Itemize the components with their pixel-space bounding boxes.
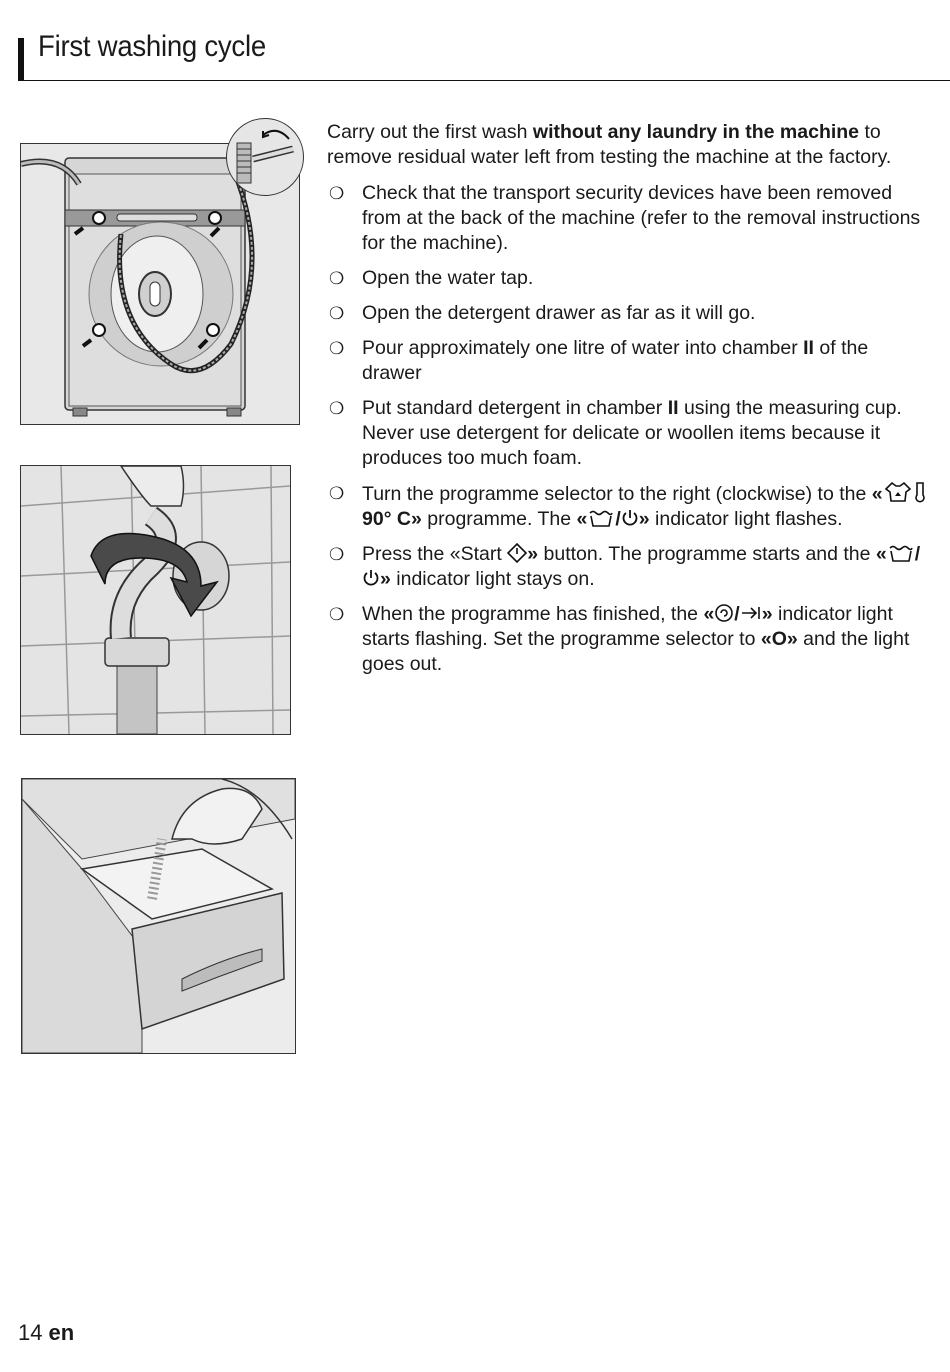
page-footer <box>18 1320 74 1346</box>
power-icon <box>621 508 639 528</box>
intro-paragraph: Carry out the first wash without any laundry in the machine to remove residual water left from testing the machine at the factory. <box>327 121 892 168</box>
water-tap-illustration <box>20 465 291 735</box>
bullet-icon: ❍ <box>329 484 345 503</box>
zoom-detail-wrench <box>226 118 304 196</box>
page-number: 14 <box>18 1320 43 1345</box>
list-item: ❍ When the programme has finished, the « / » indicator light starts flashing. Set the programme selector to «O» and the light goes out. <box>329 603 910 675</box>
list-item: ❍ Press the «Start » button. The programme starts and the « /» indicator light stays on. <box>329 543 921 590</box>
cotton-programme-icon <box>883 481 913 503</box>
bullet-icon: ❍ <box>329 339 345 358</box>
water-tap-icon <box>21 466 290 734</box>
list-item: ❍ Pour approximately one litre of water into chamber II of the drawer <box>329 337 869 384</box>
end-icon <box>740 603 762 623</box>
steps-list <box>327 181 930 677</box>
detergent-drawer-illustration <box>21 778 296 1054</box>
title-accent-bar <box>18 38 24 80</box>
title-divider <box>18 80 950 81</box>
temperature-icon <box>913 481 927 503</box>
language-code: en <box>48 1320 75 1345</box>
start-icon <box>507 543 527 563</box>
bullet-icon: ❍ <box>329 545 345 564</box>
bullet-icon: ❍ <box>329 184 345 203</box>
list-item: ❍ Put standard detergent in chamber II using the measuring cup. Never use detergent for delicate or woollen items because it produces too much foam. <box>329 397 902 469</box>
bullet-icon: ❍ <box>329 304 345 323</box>
spin-icon <box>714 603 734 623</box>
power-icon <box>362 568 380 588</box>
bullet-icon: ❍ <box>329 269 345 288</box>
bullet-icon: ❍ <box>329 605 345 624</box>
list-item: ❍ Open the detergent drawer as far as it will go. <box>329 302 756 324</box>
list-item: ❍ Check that the transport security devices have been removed from at the back of the machine (refer to the removal instructions for the machine). <box>329 182 921 254</box>
wash-power-icon <box>587 508 615 528</box>
wash-power-icon <box>887 543 915 563</box>
list-item: ❍ Turn the programme selector to the right (clockwise) to the « 90° C» programme. The « / » indicator light flashes. <box>327 481 930 532</box>
list-item: ❍ Open the water tap. <box>329 267 534 289</box>
detergent-drawer-icon <box>22 779 295 1053</box>
page-title: First washing cycle <box>38 30 266 63</box>
bullet-icon: ❍ <box>329 399 345 418</box>
wrench-icon <box>227 119 303 195</box>
intro-emphasis: without any laundry in the machine <box>532 121 860 143</box>
instructions-text <box>327 120 930 687</box>
